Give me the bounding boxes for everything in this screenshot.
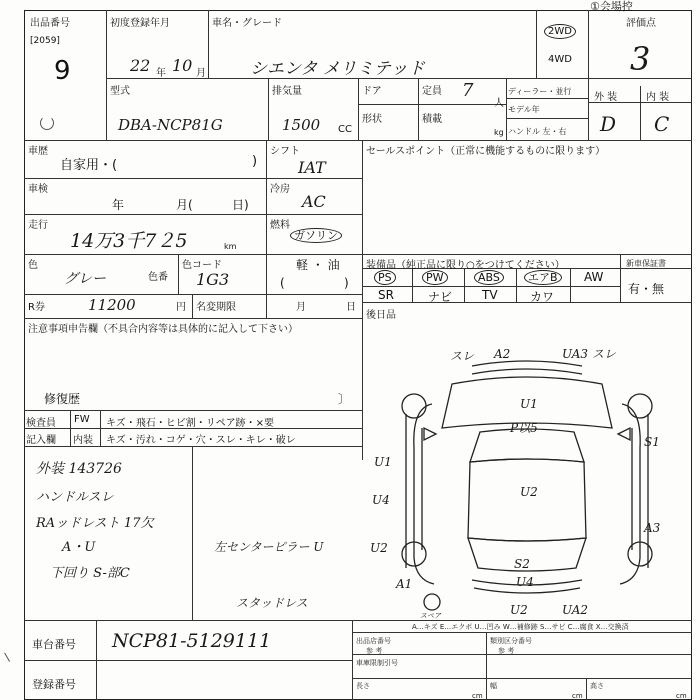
repair-close: 〕 (338, 392, 351, 406)
shaken-year: 年 (112, 198, 125, 212)
fuel-light: 軽 ・ 油 (296, 258, 340, 272)
inspect-interior: 内装 (73, 435, 93, 446)
equip-ps: PS (374, 270, 396, 285)
type-label: 型式 (110, 86, 130, 97)
int-label: 内 装 (646, 92, 670, 103)
repair-label: 修復歴 (44, 392, 81, 406)
month-unit: 月 (196, 68, 206, 79)
capacity-value: 7 (462, 80, 474, 101)
handle-label: ハンドル 左・右 (508, 127, 567, 136)
inspect-row2: キズ・汚れ・コゲ・穴・スレ・キレ・破レ (106, 435, 296, 446)
comment-3: RAッドレスト 17欠 (36, 516, 154, 531)
recycle-value: 11200 (88, 296, 136, 314)
color-code-sub: 色コード (182, 260, 222, 271)
first-reg-year: 22 (130, 56, 151, 75)
punch-hole-bottom (4, 648, 18, 662)
first-reg-label: 初度登録年月 (110, 18, 170, 29)
lot-label: 出品番号 (30, 18, 70, 29)
disp-unit: CC (338, 124, 352, 135)
score-label: 評価点 (626, 18, 656, 29)
mark-5: S1 (644, 435, 660, 449)
load-unit: kg (494, 128, 504, 137)
equip-abs: ABS (474, 270, 504, 285)
diagram-legend: A…キズ E…エクボ U…凹み W…補修跡 S…サビ C…腐食 X…交換済 (412, 623, 629, 631)
comment-5: 下回り S-部C (50, 566, 130, 581)
fuel-label: 燃料 (270, 220, 290, 231)
inspect-row1: キズ・飛石・ヒビ割・リペア跡・×要 (106, 418, 274, 429)
width-cm: cm (572, 692, 583, 700)
mark-11: S2 (514, 557, 530, 571)
warranty-label: 新車保証書 (626, 259, 666, 268)
comment-1: 外装 143726 (36, 461, 122, 477)
disp-value: 1500 (282, 116, 321, 134)
length-cm: cm (472, 692, 483, 700)
comment-7: スタッドレス (236, 596, 308, 610)
height-cm: cm (676, 692, 687, 700)
shaken-label: 車検 (28, 184, 48, 195)
mark-9: A3 (644, 521, 661, 535)
shift-value: IAT (298, 158, 326, 177)
type-value: DBA-NCP81G (118, 116, 223, 134)
lot-sub: [2059] (30, 36, 60, 46)
ext-grade: D (600, 112, 617, 136)
mark-2: UA3 スレ (562, 347, 616, 361)
door-label: ドア (362, 86, 382, 97)
shaken-month: 月( (176, 198, 193, 212)
notes-label: 注意事項申告欄（不具合内容等は具体的に記入して下さい） (28, 324, 298, 335)
equip-aw: AW (584, 270, 604, 284)
load-label: 積載 (422, 114, 442, 125)
comment-6: 左センターピラー U (214, 540, 324, 554)
shift-label: シフト (270, 146, 300, 157)
fuel-close: ) (344, 276, 349, 290)
warranty-value: 有・無 (628, 282, 665, 296)
color-label: 色 (28, 260, 38, 271)
color-code-value: 1G3 (196, 270, 230, 289)
shaken-day: 日) (232, 198, 249, 212)
ac-value: AC (302, 192, 326, 211)
model-label: 車名・グレード (212, 18, 282, 29)
recycle-label: R券 (28, 302, 45, 313)
ref-1: 参 考 (366, 647, 383, 655)
mark-0: スレ (450, 349, 475, 363)
comment-4: A・U (62, 540, 96, 555)
category-label: 類別区分番号 (490, 637, 532, 645)
lot-number: 9 (54, 56, 71, 86)
fuel-gas: ガソリン (290, 228, 342, 243)
width-label: 幅 (490, 682, 497, 690)
dealer-label: ディーラー・並行 (508, 87, 572, 96)
hwset-label: 車庫限制引号 (356, 659, 398, 667)
color-value: グレー (64, 271, 106, 287)
mark-4: P以5 (510, 421, 538, 435)
inspect-fw: FW (74, 414, 90, 425)
equip-navi: ナビ (428, 290, 453, 304)
mark-10: U2 (370, 541, 388, 555)
mark-3: U1 (520, 397, 538, 411)
equip-tv: TV (482, 288, 498, 302)
mileage-value: 14万3千7２5 (70, 230, 188, 252)
aftermarket-label: 後日品 (366, 310, 396, 321)
mark-7: U2 (520, 485, 538, 499)
name-change-label: 名変期限 (196, 302, 236, 313)
mark-6: U1 (374, 455, 392, 469)
color-code-label: 色番 (148, 272, 168, 283)
history-close: ) (252, 154, 258, 169)
first-reg-month: 10 (172, 56, 193, 75)
model-value: シエンタ メリミテッド (250, 59, 425, 79)
copy-label: ①会場控 (590, 0, 633, 13)
reg-label: 登録番号 (32, 678, 76, 691)
equip-sr: SR (378, 288, 394, 302)
inspector-label2: 記入欄 (26, 435, 56, 446)
disp-label: 排気量 (272, 86, 302, 97)
fuel-other: ( (280, 276, 285, 290)
equip-pw: PW (422, 270, 448, 285)
mark-13: A1 (396, 577, 413, 591)
name-change-day: 日 (346, 302, 356, 313)
ac-label: 冷房 (270, 184, 290, 195)
int-grade: C (654, 112, 670, 136)
capacity-label: 定員 (422, 86, 442, 97)
name-change-month: 月 (296, 302, 306, 313)
mileage-label: 走行 (28, 220, 48, 231)
drive-4wd: 4WD (548, 54, 572, 65)
length-label: 長さ (356, 682, 370, 690)
mark-16: UA2 (562, 603, 589, 617)
equip-airbag: エアB (524, 270, 562, 285)
chassis-label: 車台番号 (32, 638, 76, 651)
car-diagram (362, 318, 692, 620)
score-value: 3 (630, 40, 651, 78)
mark-1: A2 (494, 347, 511, 361)
history-value: 自家用・( (60, 158, 118, 173)
year-unit: 年 (156, 68, 166, 79)
shape-label: 形状 (362, 114, 382, 125)
sales-label: セールスポイント（正常に機能するものに限ります） (366, 146, 606, 157)
capacity-unit: 人 (494, 98, 504, 109)
history-label: 車歴 (28, 146, 48, 157)
comment-2: ハンドルスレ (36, 490, 114, 505)
equip-label: 装備品（純正品に限り○をつけてください） (366, 260, 565, 271)
inspector-label1: 検査員 (26, 418, 56, 429)
ext-label: 外 装 (594, 92, 618, 103)
mark-14: スペア (420, 612, 441, 620)
recycle-unit: 円 (176, 302, 186, 313)
ref-2: 参 考 (498, 647, 515, 655)
height-label: 高さ (590, 682, 604, 690)
exit-label: 出品店番号 (356, 637, 391, 645)
mark-15: U2 (510, 603, 528, 617)
mileage-unit: km (224, 242, 237, 251)
equip-leather: カワ (530, 290, 555, 304)
drive-2wd: 2WD (544, 24, 576, 39)
punch-hole-top (40, 116, 54, 130)
mark-8: U4 (372, 493, 390, 507)
mark-12: U4 (516, 575, 534, 589)
chassis-value: NCP81-5129111 (112, 630, 272, 652)
model-year-label: モデル年 (508, 105, 540, 114)
